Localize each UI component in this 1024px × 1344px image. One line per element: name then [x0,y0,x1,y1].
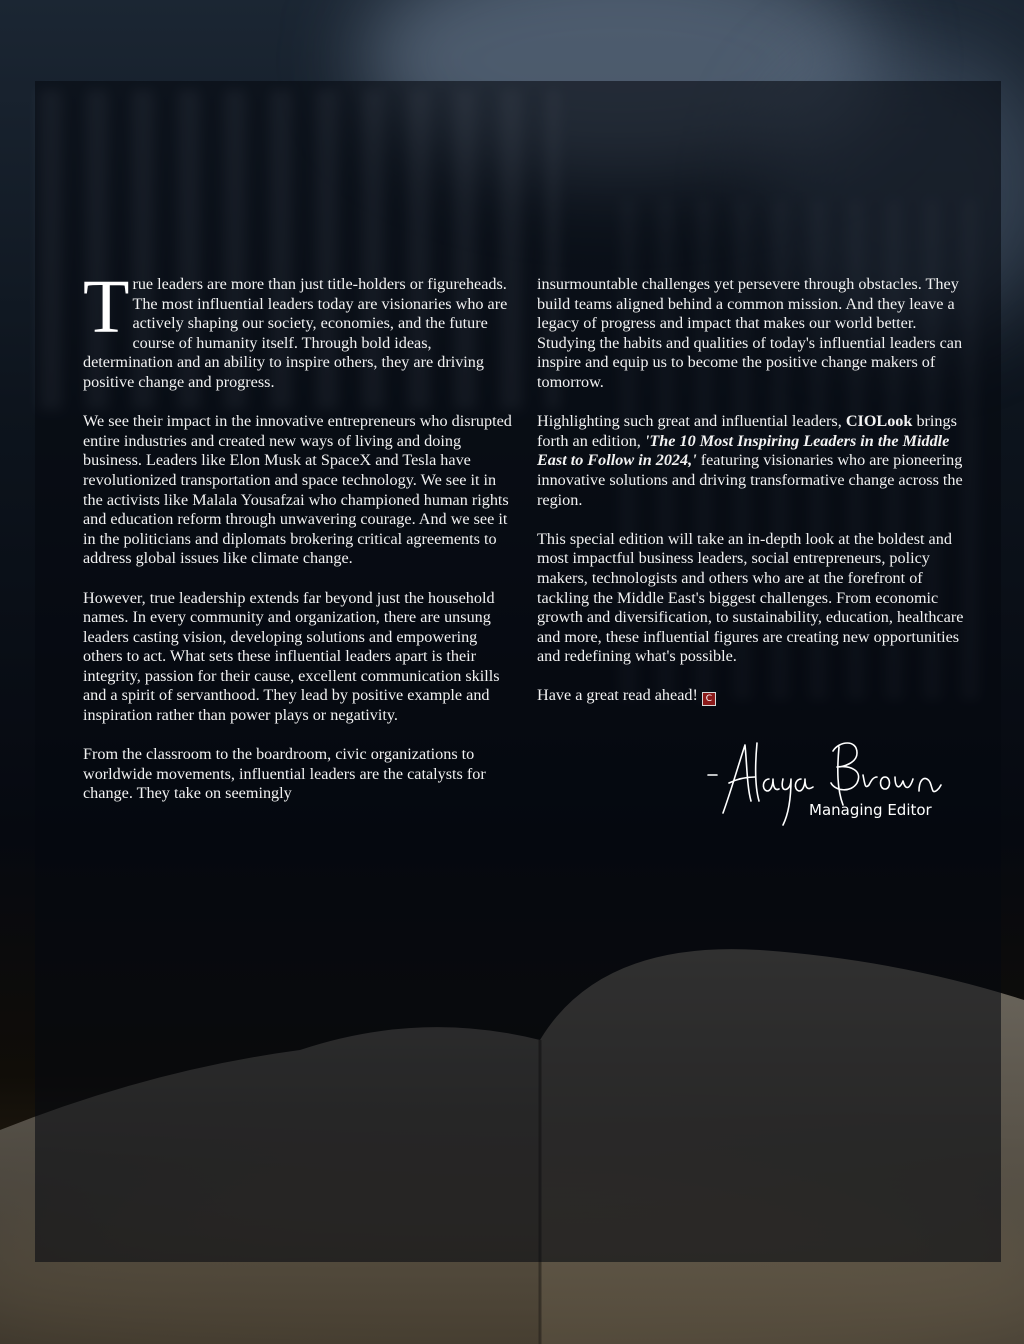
editor-title: Managing Editor [809,801,932,819]
intro-text: rue leaders are more than just title-holders or figureheads. The most influential leaders today are visionaries who are actively shaping our society, economies, and the future course of humanity itself. Through bold ideas, determination and an ability to inspire others, they are driving positive change and progress. [83,275,508,391]
paragraph-catalysts: From the classroom to the boardroom, civic organizations to worldwide movements, influential leaders are the catalysts for change. They take on seemingly [83,745,486,803]
left-column [83,265,513,824]
right-column [537,275,967,726]
closing-text: Have a great read ahead! [537,686,698,705]
intro-paragraph [83,265,513,393]
edition-title: 'The 10 Most Inspiring Leaders in the Middle East to Follow in 2024,' [537,431,950,470]
edition-text-c: featuring visionaries who are pioneering innovative solutions and driving transformative change across the region. [537,451,963,509]
paragraph-leadership: However, true leadership extends far beyond just the household names. In every community and organization, there are unsung leaders casting vision, developing solutions and empowering others to act. What sets these influential leaders apart is their integrity, passion for their cause, excellent communication skills and a spirit of servanthood. They lead by positive example and inspiration rather than power plays or negativity. [83,588,500,725]
paragraph-impact: We see their impact in the innovative entrepreneurs who disrupted entire industries and created new ways of living and doing business. Leaders like Elon Musk at SpaceX and Tesla have revolutionized transportation and space technology. We see it in the activists like Malala Yousafzai who championed human rights and education reform through unwavering courage. And we see it in the politicians and diplomats brokering critical agreements to address global issues like climate change. [83,412,512,568]
drop-cap: T [83,265,130,349]
end-mark-icon: C [702,692,716,706]
brand-name: CIOLook [845,412,913,431]
paragraph-challenges: insurmountable challenges yet persevere through obstacles. They build teams aligned behind a common mission. And they leave a legacy of progress and impact that makes our world better. Studying the habits and qualities of today's influential leaders can inspire and equip us to become the positive change makers of tomorrow. [537,275,963,391]
paragraph-edition [537,412,967,510]
paragraph-closing [537,686,967,706]
paragraph-special-edition: This special edition will take an in-depth look at the boldest and most impactful business leaders, social entrepreneurs, policy makers, technologists and others who are at the forefront of tackling the Middle East's biggest challenges. From economic growth and diversification, to sustainability, education, healthcare and more, these influential figures are creating new opportunities and redefining what's possible. [537,529,964,666]
edition-text-a: Highlighting such great and influential leaders, [537,412,846,431]
signature-name: -Alaya Brown [708,827,714,828]
edition-text-b: brings forth an edition, [537,412,957,450]
